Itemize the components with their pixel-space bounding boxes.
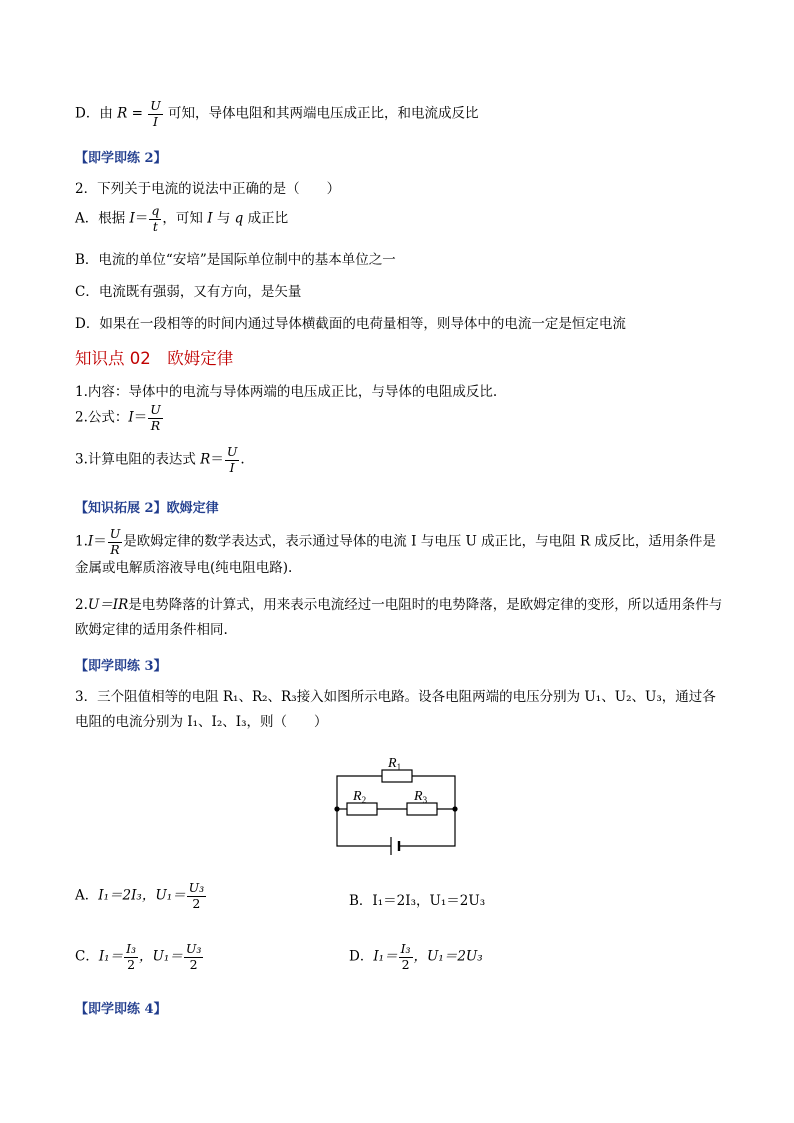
q3-option-a[interactable]: A．I₁＝2I₃，U₁＝ $\frac{\text{U₃}}{2}$	[75, 880, 205, 911]
fraction-u-over-i-2: $\frac{U}{I}$	[226, 444, 238, 475]
practice-2-heading: 【即学即练 2】	[75, 151, 167, 166]
q2-option-c[interactable]: C．电流既有强弱，又有方向，是矢量	[75, 284, 302, 300]
circuit-diagram	[333, 755, 463, 860]
extension-heading: 【知识拓展 2】欧姆定律	[75, 501, 219, 516]
section-title: 知识点 02 欧姆定律	[75, 349, 234, 368]
svg-text:R1: $R_1$	[388, 756, 402, 772]
extension-paragraph-2: 2.U＝IR是电势降落的计算式，用来表示电流经过一电阻时的电势降落，是欧姆定律的变形，所以适用条件与欧姆定律的适用条件相同.	[75, 597, 723, 638]
fraction-u-over-i: $\frac{U}{I}$	[150, 98, 161, 129]
q3-option-b[interactable]: B．I₁＝2I₃，U₁＝2U₃	[349, 893, 486, 909]
content-item-3: 3.计算电阻的表达式 R＝ $\frac{U}{I}$ .	[75, 444, 245, 475]
fraction-u3-over-2: $\frac{\text{U₃}}{2}$	[188, 880, 205, 911]
svg-text:R2: $R_2$	[353, 789, 367, 805]
practice-3-heading: 【即学即练 3】	[75, 659, 167, 674]
content-item-2: 2.公式：I＝ $\frac{U}{R}$	[75, 402, 161, 433]
q2-stem: 2．下列关于电流的说法中正确的是（ ）	[75, 181, 341, 197]
fraction-u-over-r-2: $\frac{U}{R}$	[109, 526, 121, 557]
fraction-i3-over-2: $\frac{\text{I₃}}{2}$	[126, 941, 137, 972]
practice-4-heading: 【即学即练 4】	[75, 1002, 167, 1017]
q1-option-d: D．由 R = $\frac{U}{I}$ 可知，导体电阻和其两端电压成正比，和电流成反比	[75, 98, 479, 129]
q2-option-b[interactable]: B．电流的单位“安培”是国际单位制中的基本单位之一	[75, 252, 396, 268]
content-item-1: 1.内容：导体中的电流与导体两端的电压成正比，与导体的电阻成反比.	[75, 384, 498, 400]
svg-text:R3: $R_3$	[414, 789, 428, 805]
extension-paragraph-1: 1.I＝ $\frac{U}{R}$ 是欧姆定律的数学表达式，表示通过导体的电流 I 与电压 U 成正比，与电阻 R 成反比，适用条件是金属或电解质溶液导电(纯电阻电路).	[75, 526, 716, 576]
q2-option-a[interactable]: A．根据 I＝ $\frac{q}{t}$ ，可知 I 与 q 成正比	[75, 203, 289, 234]
fraction-u3-over-2-c: $\frac{\text{U₃}}{2}$	[185, 941, 202, 972]
q3-stem: 3．三个阻值相等的电阻 R₁、R₂、R₃接入如图所示电路。设各电阻两端的电压分别为 U₁、U₂、U₃，通过各电阻的电流分别为 I₁、I₂、I₃，则（ ）	[75, 689, 716, 730]
fraction-i3-over-2-d: $\frac{\text{I₃}}{2}$	[400, 941, 411, 972]
fraction-u-over-r: $\frac{U}{R}$	[150, 402, 161, 433]
q2-option-d[interactable]: D．如果在一段相等的时间内通过导体横截面的电荷量相等，则导体中的电流一定是恒定电流	[75, 316, 626, 332]
q3-option-d[interactable]: D．I₁＝ $\frac{\text{I₃}}{2}$ ，U₁＝2U₃	[349, 941, 483, 972]
fraction-q-over-t: $\frac{q}{t}$	[151, 203, 160, 234]
q3-option-c[interactable]: C．I₁＝ $\frac{\text{I₃}}{2}$ ，U₁＝ $\frac{\text{U₃}}{2}$	[75, 941, 202, 972]
